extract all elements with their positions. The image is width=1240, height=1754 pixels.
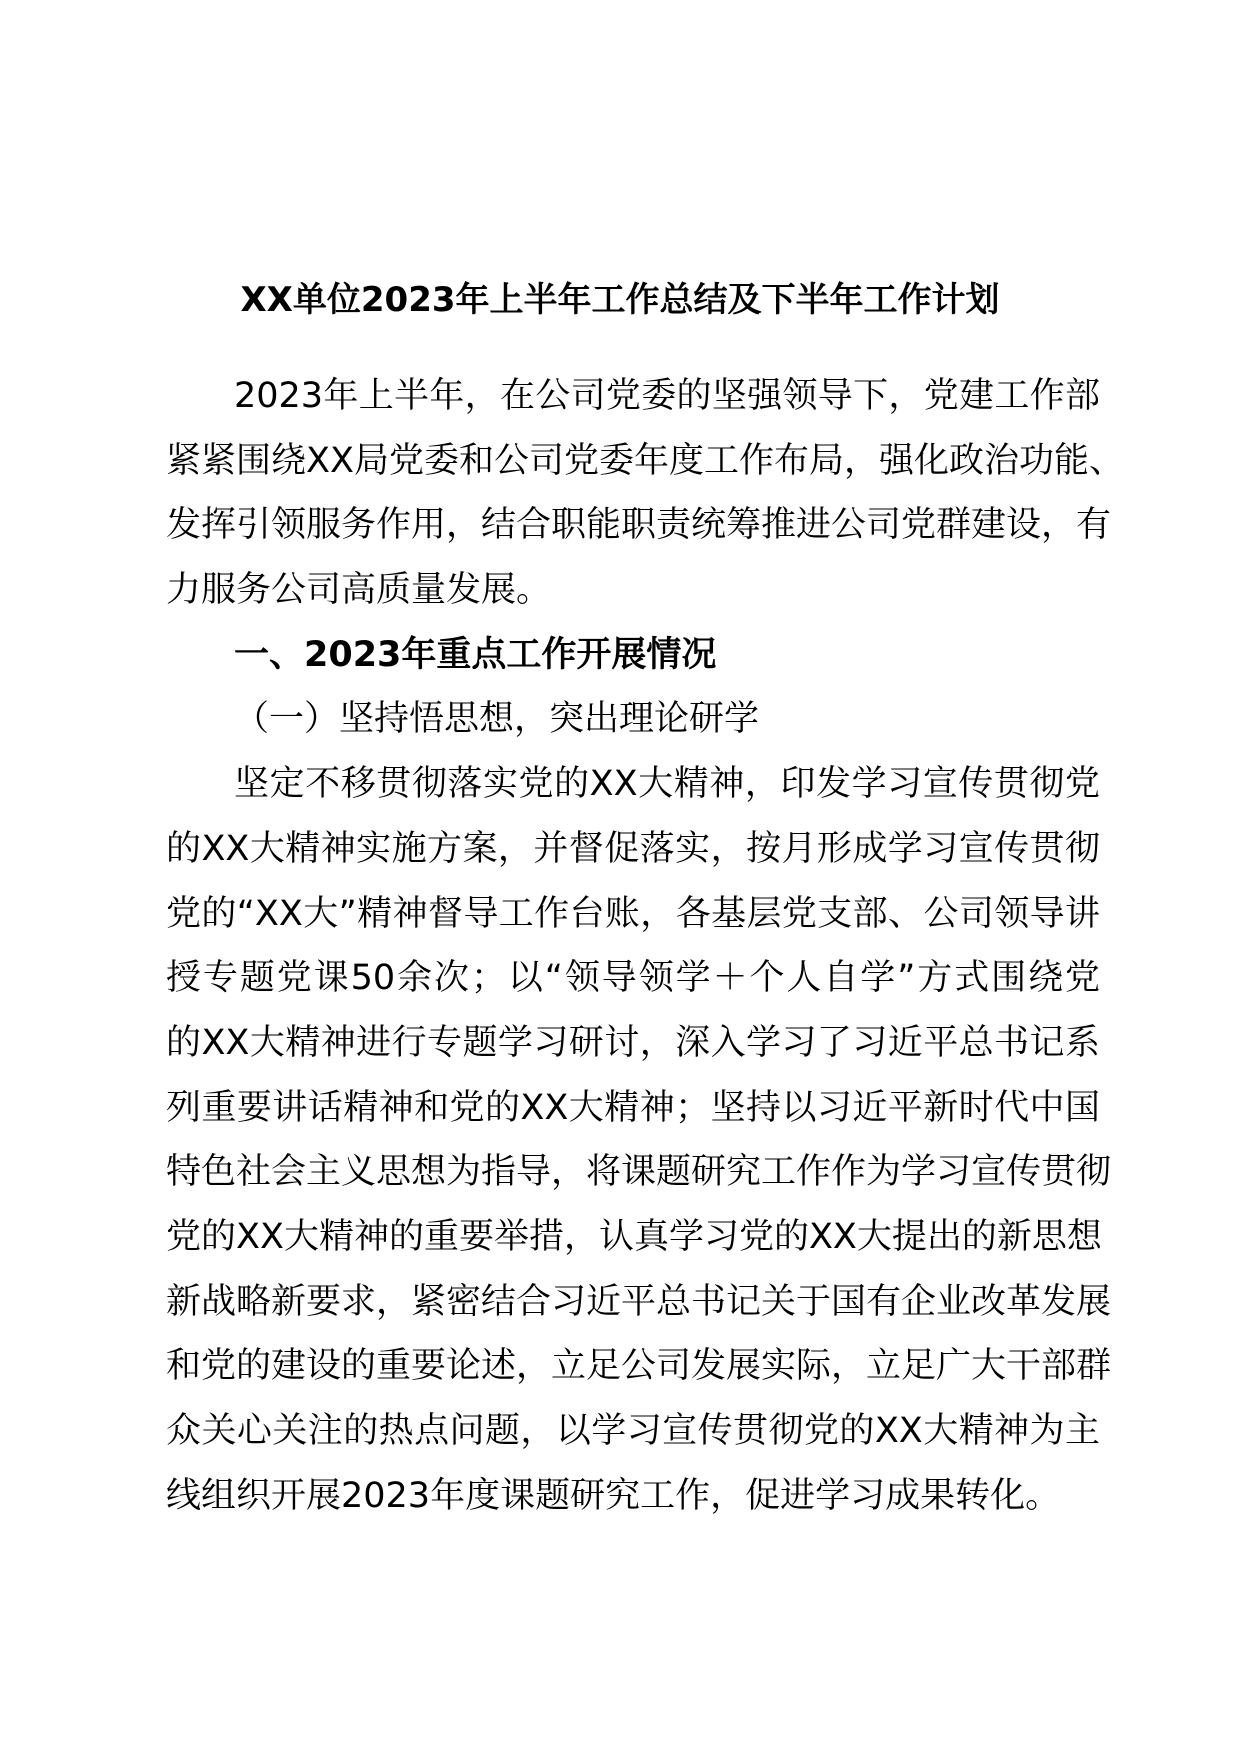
paragraph-line: 2023年上半年，在公司党委的坚强领导下，党建工作部 <box>234 376 1100 416</box>
paragraph-line: 党的XX大精神的重要举措，认真学习党的XX大提出的新思想 <box>166 1216 1102 1257</box>
section-heading: 一、2023年重点工作开展情况 <box>234 634 717 675</box>
paragraph-line: 列重要讲话精神和党的XX大精神；坚持以习近平新时代中国 <box>166 1087 1100 1128</box>
paragraph-line: 新战略新要求，紧密结合习近平总书记关于国有企业改革发展 <box>166 1281 1112 1322</box>
document-title: XX单位2023年上半年工作总结及下半年工作计划 <box>240 280 1000 320</box>
paragraph-line: 授专题党课50余次；以“领导领学＋个人自学”方式围绕党 <box>166 958 1100 999</box>
paragraph-line: 发挥引领服务作用，结合职能职责统筹推进公司党群建设，有 <box>166 505 1112 546</box>
paragraph-line: 和党的建设的重要论述，立足公司发展实际，立足广大干部群 <box>166 1346 1112 1387</box>
paragraph-line: 的XX大精神实施方案，并督促落实，按月形成学习宣传贯彻 <box>166 828 1100 869</box>
paragraph-line: 特色社会主义思想为指导，将课题研究工作作为学习宣传贯彻 <box>166 1152 1112 1193</box>
paragraph-line: 力服务公司高质量发展。 <box>166 570 552 611</box>
paragraph-line: 的XX大精神进行专题学习研讨，深入学习了习近平总书记系 <box>166 1022 1100 1063</box>
paragraph-line: 党的“XX大”精神督导工作台账，各基层党支部、公司领导讲 <box>166 893 1100 934</box>
paragraph-line: 坚定不移贯彻落实党的XX大精神，印发学习宣传贯彻党 <box>234 764 1100 805</box>
paragraph-line: （一）坚持悟思想，突出理论研学 <box>234 699 760 740</box>
document-body <box>166 364 1124 1528</box>
paragraph-line: 众关心关注的热点问题，以学习宣传贯彻党的XX大精神为主 <box>166 1411 1100 1451</box>
paragraph-line: 紧紧围绕XX局党委和公司党委年度工作布局，强化政治功能、 <box>166 440 1124 481</box>
paragraph-line: 线组织开展2023年度课题研究工作，促进学习成果转化。 <box>166 1475 1061 1516</box>
